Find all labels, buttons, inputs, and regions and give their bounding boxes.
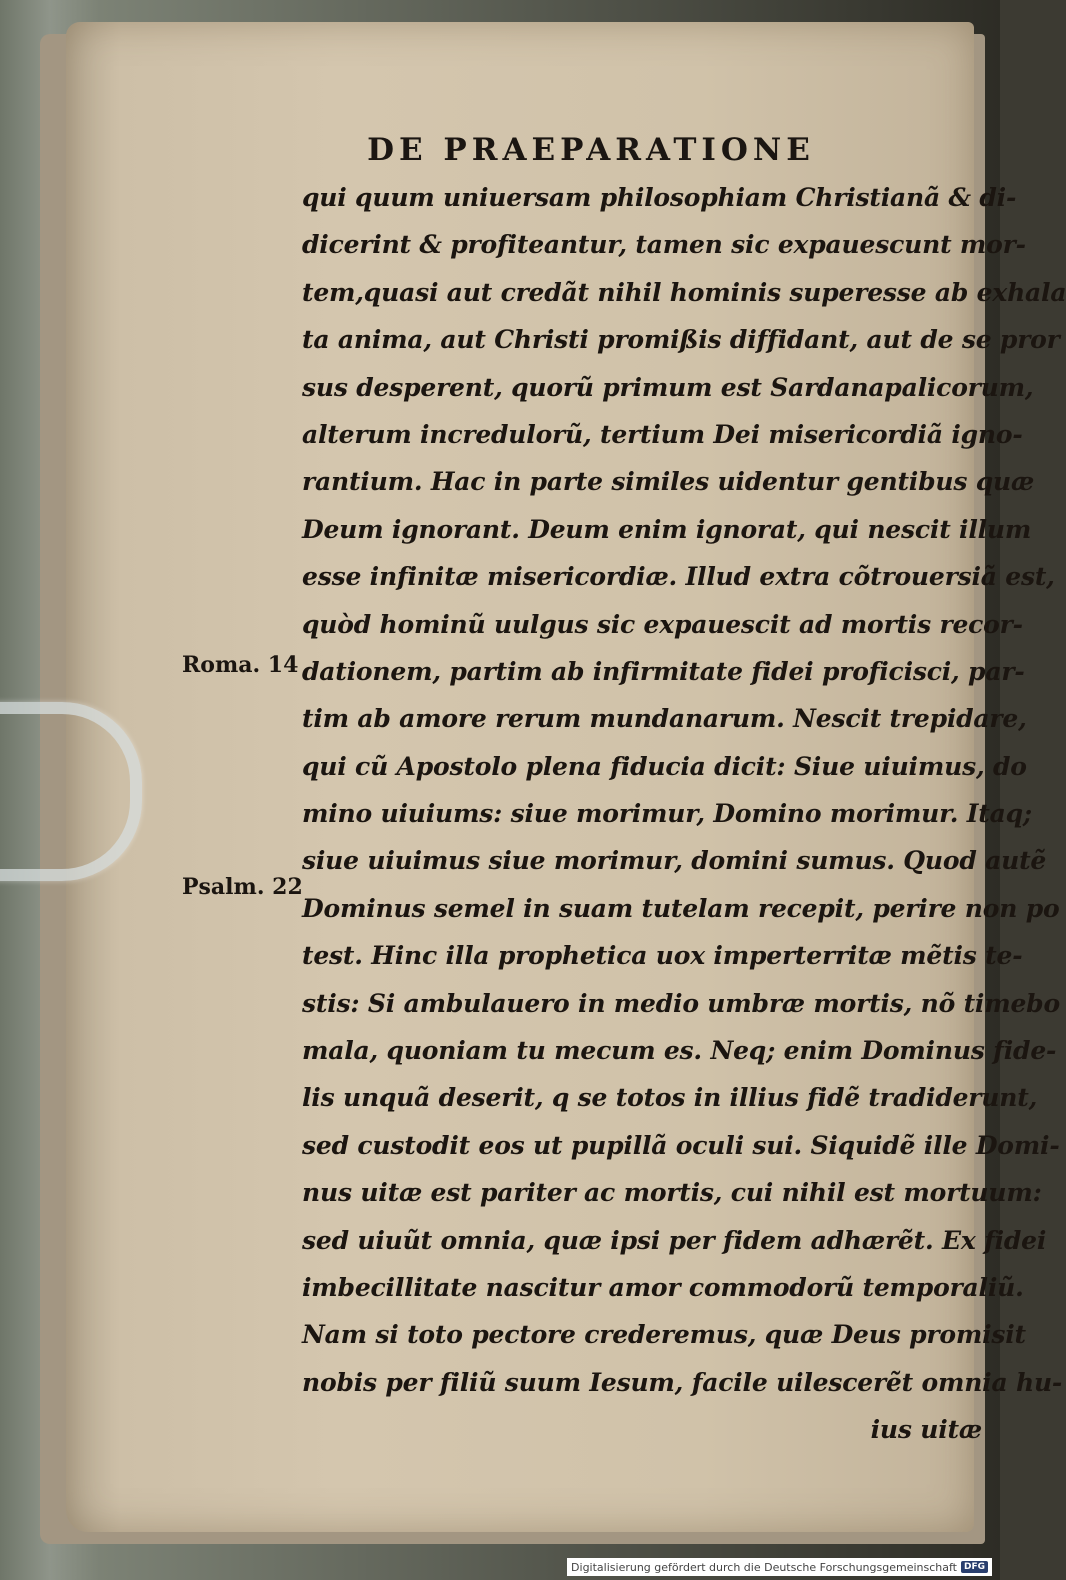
text-line: imbecillitate nascitur amor commodorũ temporaliũ. [302,1272,1024,1302]
text-line: dicerint & profiteantur, tamen sic expauescunt mor- [302,230,1026,260]
text-line: siue uiuimus siue morimur, domini sumus. Quod autẽ [302,846,1047,876]
dfg-logo: DFG [961,1561,988,1573]
text-line: Deum ignorant. Deum enim ignorat, qui nescit illum [302,514,1032,544]
text-line: lis unquã deserit, q se totos in illius fidẽ tradiderunt, [302,1083,1038,1113]
text-line: ta anima, aut Christi promißis diffidant, aut de se pror [302,325,1060,355]
text-line: rantium. Hac in parte similes uidentur gentibus quæ [302,467,1035,497]
marginal-note-psalm: Psalm. 22 [182,874,303,900]
text-line: mino uiuiums: siue morimur, Domino morimur. Itaq; [302,799,1032,829]
text-line: Nam si toto pectore crederemus, quæ Deus promisit [302,1320,1026,1350]
text-line: test. Hinc illa prophetica uox imperterritæ mẽtis te- [302,941,1023,971]
paper-clip [0,702,142,881]
text-line: sed uiuũt omnia, quæ ipsi per fidem adhærẽt. Ex fidei [302,1225,1047,1255]
marginal-note-roma: Roma. 14 [182,652,299,678]
text-line: nobis per filiũ suum Iesum, facile uilescerẽt omnia hu- [302,1367,1063,1397]
text-line: Dominus semel in suam tutelam recepit, perire non po [302,893,1060,923]
text-line: tim ab amore rerum mundanarum. Nescit trepidare, [302,704,1027,734]
text-line: sus desperent, quorũ primum est Sardanapalicorum, [302,372,1034,402]
text-line: mala, quoniam tu mecum es. Neq; enim Dominus fide- [302,1036,1057,1066]
text-line: tem,quasi aut credãt nihil hominis superesse ab exhala [302,277,1066,307]
text-line: qui cũ Apostolo plena fiducia dicit: Siue uiuimus, do [302,751,1027,781]
text-line: esse infinitæ misericordiæ. Illud extra cõtrouersiã est, [302,562,1055,592]
text-line: stis: Si ambulauero in medio umbræ mortis, nõ timebo [302,988,1060,1018]
book-page [66,22,1066,1532]
text-line: nus uitæ est pariter ac mortis, cui nihil est mortuum: [302,1178,1042,1208]
text-line: alterum incredulorũ, tertium Dei misericordiã igno- [302,419,1023,449]
text-line: quòd hominũ uulgus sic expauescit ad mortis recor- [302,609,1023,639]
footer-credit: Digitalisierung gefördert durch die Deutsche Forschungsgemeinschaft [571,1560,957,1574]
running-head: DE PRAEPARATIONE [367,132,815,168]
text-line: qui quum uniuersam philosophiam Christianã & di- [302,183,1017,212]
text-line: dationem, partim ab infirmitate fidei proficisci, par- [302,656,1025,686]
text-line: sed custodit eos ut pupillã oculi sui. Siquidẽ ille Domi- [302,1130,1060,1160]
body-text [302,174,1066,1454]
digitization-footer [567,1558,992,1576]
catchword-line: ius uitæ [870,1415,982,1445]
